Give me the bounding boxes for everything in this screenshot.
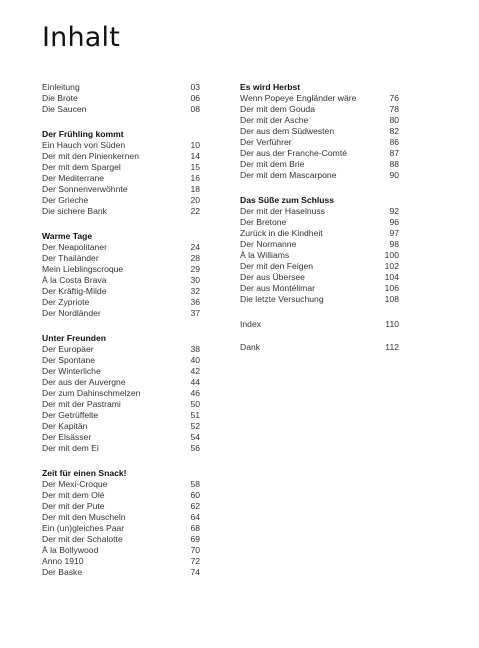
toc-entry-page: 74 xyxy=(190,567,200,577)
toc-entry[interactable] xyxy=(42,523,200,534)
toc-entry-page: 82 xyxy=(389,126,399,136)
toc-entry-label: Wenn Popeye Engländer wäre xyxy=(240,93,357,103)
toc-entry-page: 15 xyxy=(190,162,200,172)
toc-entry[interactable] xyxy=(240,283,399,294)
toc-entry-label: Der Elsässer xyxy=(42,432,92,442)
toc-entry-index[interactable] xyxy=(240,319,399,330)
toc-entry-label: Die Brote xyxy=(42,93,78,103)
toc-entry[interactable] xyxy=(42,512,200,523)
toc-entry[interactable] xyxy=(42,388,200,399)
toc-entry-page: 86 xyxy=(389,137,399,147)
toc-entry-page: 30 xyxy=(190,275,200,285)
toc-entry-page: 78 xyxy=(389,104,399,114)
toc-entry[interactable] xyxy=(42,93,200,104)
toc-entry-page: 29 xyxy=(190,264,200,274)
toc-entry[interactable] xyxy=(42,545,200,556)
page-title: Inhalt xyxy=(42,22,121,53)
toc-entry-label: Der mit dem Mascarpone xyxy=(240,170,337,180)
toc-entry-page: 104 xyxy=(384,272,399,282)
toc-entry-page: 06 xyxy=(190,93,200,103)
toc-entry[interactable] xyxy=(42,490,200,501)
toc-entry[interactable] xyxy=(42,308,200,319)
toc-section-heading: Es wird Herbst xyxy=(240,82,301,92)
toc-entry-page: 98 xyxy=(389,239,399,249)
toc-entry-page: 96 xyxy=(389,217,399,227)
toc-entry-page: 56 xyxy=(190,443,200,453)
toc-entry[interactable] xyxy=(42,162,200,173)
toc-entry-label: Der Getrüffelte xyxy=(42,410,99,420)
toc-entry-label: Der Bretone xyxy=(240,217,287,227)
toc-entry-label: À la Williams xyxy=(240,250,290,260)
toc-entry-label: Der Thailänder xyxy=(42,253,99,263)
toc-entry-label: Mein Lieblingscroque xyxy=(42,264,124,274)
toc-entry-label: Der Spontane xyxy=(42,355,96,365)
toc-entry[interactable] xyxy=(42,443,200,454)
toc-entry-label: Der aus Übersee xyxy=(240,272,305,282)
toc-entry-label: Die sichere Bank xyxy=(42,206,107,216)
toc-entry-label: Ein (un)gleiches Paar xyxy=(42,523,125,533)
toc-entry-label: Der Winterliche xyxy=(42,366,101,376)
toc-entry[interactable] xyxy=(240,272,399,283)
toc-entry-page: 88 xyxy=(389,159,399,169)
toc-entry[interactable] xyxy=(42,344,200,355)
toc-entry-label: Der zum Dahinschmelzen xyxy=(42,388,141,398)
toc-entry-page: 22 xyxy=(190,206,200,216)
toc-entry-label: Der mit der Asche xyxy=(240,115,309,125)
toc-entry-label: Der Kapitän xyxy=(42,421,88,431)
toc-entry[interactable] xyxy=(42,366,200,377)
toc-entry-label: Der Kräftig-Milde xyxy=(42,286,107,296)
toc-entry-page: 106 xyxy=(384,283,399,293)
toc-entry-label: Der mit den Feigen xyxy=(240,261,314,271)
toc-entry-page: 72 xyxy=(190,556,200,566)
toc-intro-group xyxy=(42,82,200,115)
toc-entry[interactable] xyxy=(240,261,399,272)
toc-entry-page: 60 xyxy=(190,490,200,500)
toc-entry-page: 14 xyxy=(190,151,200,161)
toc-entry[interactable] xyxy=(42,82,200,93)
toc-entry[interactable] xyxy=(42,206,200,217)
toc-entry-label: Der Mediterrane xyxy=(42,173,105,183)
toc-entry-page: 52 xyxy=(190,421,200,431)
toc-entry-label: Der mit den Muscheln xyxy=(42,512,126,522)
toc-entry-page: 69 xyxy=(190,534,200,544)
toc-entry-label: À la Bollywood xyxy=(42,545,99,555)
toc-entry-page: 50 xyxy=(190,399,200,409)
toc-section-unter-freunden xyxy=(42,333,200,454)
toc-entry[interactable] xyxy=(240,148,399,159)
toc-entry-dank[interactable] xyxy=(240,342,399,353)
toc-entry-page: 80 xyxy=(389,115,399,125)
toc-entry[interactable] xyxy=(240,93,399,104)
toc-section-heading: Das Süße zum Schluss xyxy=(240,195,335,205)
toc-right-column xyxy=(240,82,399,367)
toc-entry[interactable] xyxy=(240,115,399,126)
toc-entry[interactable] xyxy=(42,173,200,184)
toc-entry-page: 100 xyxy=(384,250,399,260)
toc-entry-label: Der mit dem Ei xyxy=(42,443,99,453)
toc-entry[interactable] xyxy=(42,140,200,151)
toc-entry[interactable] xyxy=(42,151,200,162)
toc-entry-page: 68 xyxy=(190,523,200,533)
toc-entry-label: Die Saucen xyxy=(42,104,87,114)
toc-entry-page: 10 xyxy=(190,140,200,150)
toc-entry-label: Der aus der Auvergne xyxy=(42,377,126,387)
toc-entry[interactable] xyxy=(240,228,399,239)
toc-entry-label: Dank xyxy=(240,342,261,352)
toc-entry[interactable] xyxy=(42,264,200,275)
toc-entry-page: 58 xyxy=(190,479,200,489)
toc-entry-label: Der mit der Pute xyxy=(42,501,105,511)
toc-entry[interactable] xyxy=(42,286,200,297)
toc-entry-label: Der Europäer xyxy=(42,344,94,354)
toc-entry[interactable] xyxy=(240,217,399,228)
toc-entry-label: Index xyxy=(240,319,262,329)
toc-section-heading: Zeit für einen Snack! xyxy=(42,468,127,478)
toc-entry-label: Der mit den Pinienkernen xyxy=(42,151,139,161)
toc-entry-page: 112 xyxy=(385,342,399,352)
toc-entry-label: Die letzte Versuchung xyxy=(240,294,324,304)
toc-entry[interactable] xyxy=(240,294,399,305)
toc-entry[interactable] xyxy=(42,275,200,286)
toc-entry-page: 54 xyxy=(190,432,200,442)
toc-entry-page: 90 xyxy=(389,170,399,180)
toc-section-heading: Warme Tage xyxy=(42,231,93,241)
toc-entry-page: 08 xyxy=(190,104,200,114)
toc-entry[interactable] xyxy=(240,104,399,115)
toc-entry-label: Der mit der Pastrami xyxy=(42,399,121,409)
toc-entry-page: 03 xyxy=(190,82,200,92)
toc-entry-page: 108 xyxy=(384,294,399,304)
toc-entry[interactable] xyxy=(240,126,399,137)
toc-entry[interactable] xyxy=(42,556,200,567)
toc-entry-label: Der mit dem Gouda xyxy=(240,104,315,114)
toc-entry-page: 16 xyxy=(190,173,200,183)
toc-entry-page: 38 xyxy=(190,344,200,354)
toc-entry-label: Der mit dem Olé xyxy=(42,490,105,500)
toc-entry[interactable] xyxy=(42,410,200,421)
toc-entry-page: 20 xyxy=(190,195,200,205)
toc-left-column xyxy=(42,82,200,592)
toc-section-fruehling xyxy=(42,129,200,217)
toc-entry[interactable] xyxy=(42,253,200,264)
toc-extras xyxy=(240,319,399,353)
toc-entry-label: À la Costa Brava xyxy=(42,275,107,285)
toc-entry-page: 102 xyxy=(384,261,399,271)
toc-entry[interactable] xyxy=(42,501,200,512)
toc-entry[interactable] xyxy=(42,242,200,253)
toc-entry[interactable] xyxy=(42,479,200,490)
toc-entry-page: 36 xyxy=(190,297,200,307)
toc-section-suesse xyxy=(240,195,399,305)
toc-section-heading: Der Frühling kommt xyxy=(42,129,124,139)
toc-entry-label: Der Sonnenverwöhnte xyxy=(42,184,128,194)
toc-entry-label: Der mit der Haselnuss xyxy=(240,206,326,216)
toc-entry-page: 70 xyxy=(190,545,200,555)
toc-section-heading: Unter Freunden xyxy=(42,333,106,343)
toc-entry-label: Der aus dem Südwesten xyxy=(240,126,335,136)
toc-entry-page: 110 xyxy=(385,319,399,329)
toc-entry-page: 64 xyxy=(190,512,200,522)
toc-entry-page: 32 xyxy=(190,286,200,296)
toc-entry-page: 62 xyxy=(190,501,200,511)
toc-entry[interactable] xyxy=(240,159,399,170)
spacer xyxy=(240,330,399,342)
toc-entry-page: 92 xyxy=(389,206,399,216)
toc-entry[interactable] xyxy=(240,206,399,217)
toc-entry[interactable] xyxy=(42,567,200,578)
toc-entry-page: 76 xyxy=(389,93,399,103)
toc-entry-label: Zurück in die Kindheit xyxy=(240,228,323,238)
toc-entry[interactable] xyxy=(240,170,399,181)
toc-entry[interactable] xyxy=(240,239,399,250)
toc-entry-label: Einleitung xyxy=(42,82,80,92)
toc-entry-page: 97 xyxy=(389,228,399,238)
toc-entry[interactable] xyxy=(42,432,200,443)
toc-entry[interactable] xyxy=(42,104,200,115)
toc-entry-label: Der Normanne xyxy=(240,239,297,249)
toc-entry-page: 18 xyxy=(190,184,200,194)
toc-entry-page: 46 xyxy=(190,388,200,398)
toc-entry-page: 42 xyxy=(190,366,200,376)
toc-entry-label: Der mit der Schalotte xyxy=(42,534,123,544)
toc-entry-page: 28 xyxy=(190,253,200,263)
toc-entry[interactable] xyxy=(240,250,399,261)
toc-entry-label: Der aus Montélimar xyxy=(240,283,315,293)
toc-entry-label: Ein Hauch von Süden xyxy=(42,140,126,150)
toc-section-snack xyxy=(42,468,200,578)
toc-entry-page: 37 xyxy=(190,308,200,318)
toc-entry[interactable] xyxy=(42,297,200,308)
toc-entry[interactable] xyxy=(42,421,200,432)
toc-entry-label: Der aus der Franche-Comté xyxy=(240,148,347,158)
toc-section-herbst xyxy=(240,82,399,181)
toc-entry-label: Der mit dem Brie xyxy=(240,159,305,169)
toc-entry-page: 87 xyxy=(389,148,399,158)
toc-entry[interactable] xyxy=(42,377,200,388)
toc-entry[interactable] xyxy=(42,534,200,545)
toc-entry-page: 44 xyxy=(190,377,200,387)
toc-entry-label: Anno 1910 xyxy=(42,556,84,566)
toc-entry-page: 51 xyxy=(190,410,200,420)
toc-entry[interactable] xyxy=(42,184,200,195)
toc-entry[interactable] xyxy=(42,399,200,410)
toc-entry-label: Der Mexi-Croque xyxy=(42,479,108,489)
toc-entry-label: Der Baske xyxy=(42,567,83,577)
toc-entry[interactable] xyxy=(240,137,399,148)
toc-entry-page: 40 xyxy=(190,355,200,365)
toc-entry[interactable] xyxy=(42,195,200,206)
toc-entry-label: Der Nordländer xyxy=(42,308,101,318)
toc-entry-label: Der Zypriote xyxy=(42,297,90,307)
toc-entry-label: Der Grieche xyxy=(42,195,89,205)
toc-entry-page: 24 xyxy=(190,242,200,252)
toc-entry-label: Der Verführer xyxy=(240,137,292,147)
toc-entry-label: Der Neapolitaner xyxy=(42,242,107,252)
toc-entry-label: Der mit dem Spargel xyxy=(42,162,121,172)
toc-entry[interactable] xyxy=(42,355,200,366)
toc-section-warme-tage xyxy=(42,231,200,319)
